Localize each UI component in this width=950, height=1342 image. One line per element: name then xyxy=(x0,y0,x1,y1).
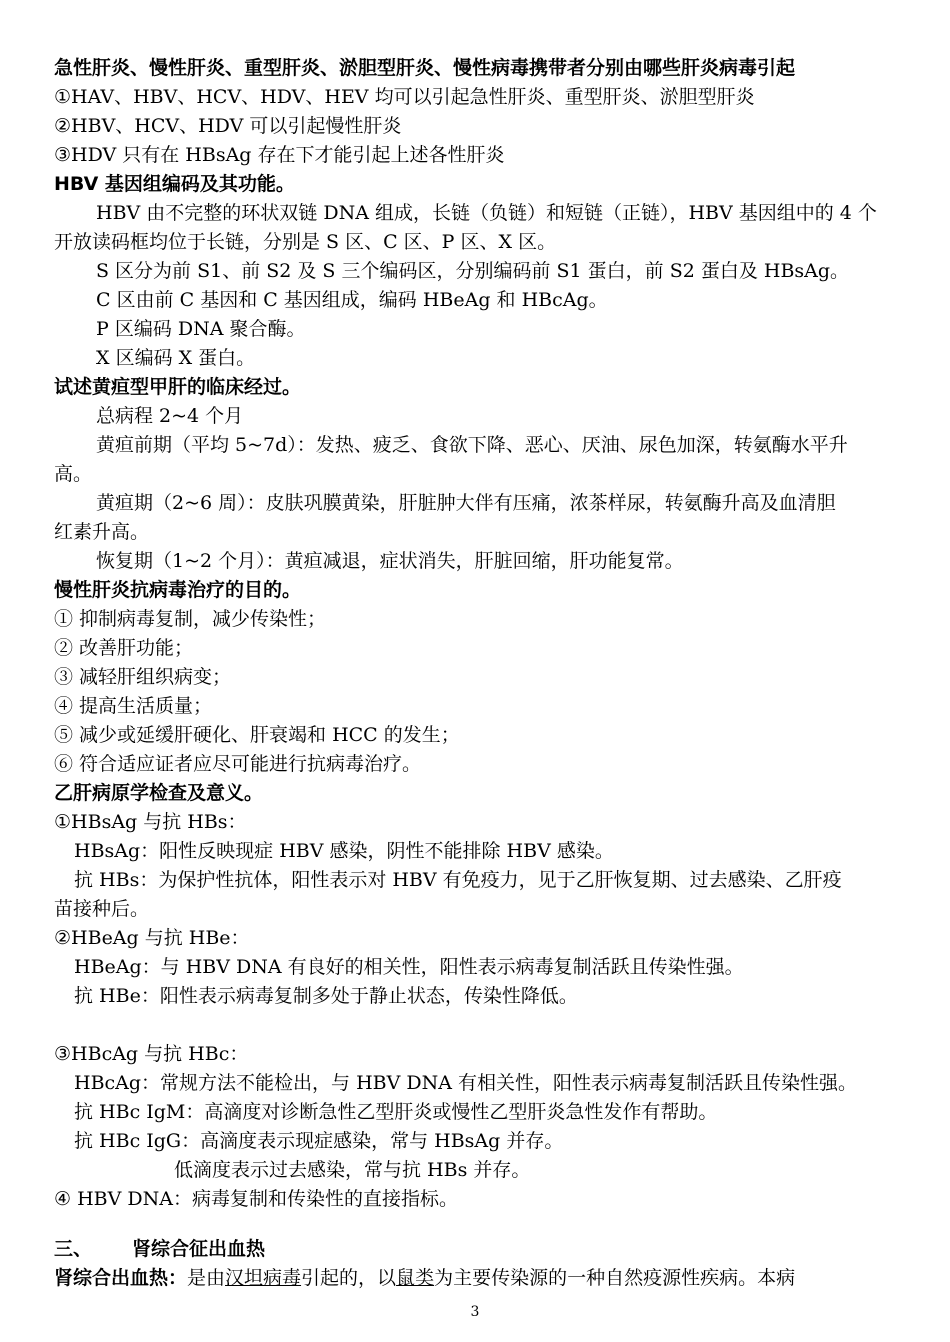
paragraph-line: 红素升高。 xyxy=(54,521,150,543)
paragraph-line: 低滴度表示过去感染，常与抗 HBs 并存。 xyxy=(174,1159,531,1181)
section-title: 肾综合征出血热 xyxy=(132,1238,266,1260)
list-item: ①HAV、HBV、HCV、HDV、HEV 均可以引起急性肝炎、重型肝炎、淤胆型肝炎 xyxy=(54,86,755,108)
list-item: ⑤ 减少或延缓肝硬化、肝衰竭和 HCC 的发生； xyxy=(54,724,460,746)
list-item: ② 改善肝功能； xyxy=(54,637,194,659)
heading-antiviral-goals: 慢性肝炎抗病毒治疗的目的。 xyxy=(54,579,302,601)
paragraph-line: 黄疸期（2~6 周）：皮肤巩膜黄染，肝脏肿大伴有压痛，浓茶样尿，转氨酶升高及血清胆 xyxy=(96,492,836,514)
paragraph-line: HBeAg：与 HBV DNA 有良好的相关性，阳性表示病毒复制活跃且传染性强。 xyxy=(74,956,744,978)
link-rodents[interactable]: 鼠类 xyxy=(396,1267,435,1289)
page-number: 3 xyxy=(470,1304,480,1320)
paragraph-line: HBsAg：阳性反映现症 HBV 感染，阴性不能排除 HBV 感染。 xyxy=(74,840,614,862)
paragraph-line: 抗 HBc IgG：高滴度表示现症感染，常与 HBsAg 并存。 xyxy=(74,1130,564,1152)
paragraph-line: ④ HBV DNA：病毒复制和传染性的直接指标。 xyxy=(54,1188,458,1210)
heading-hbv-markers: 乙肝病原学检查及意义。 xyxy=(54,782,264,804)
definition-term: 肾综合出血热： xyxy=(54,1267,188,1289)
section-heading-hfrs xyxy=(54,1235,900,1263)
paragraph-line: 苗接种后。 xyxy=(54,898,150,920)
paragraph-line: X 区编码 X 蛋白。 xyxy=(96,347,256,369)
list-item: ④ 提高生活质量； xyxy=(54,695,213,717)
list-item: ②HBV、HCV、HDV 可以引起慢性肝炎 xyxy=(54,115,402,137)
text: 为主要传染源的一种自然疫源性疾病。本病 xyxy=(434,1267,796,1289)
subheading-hbsag: ①HBsAg 与抗 HBs： xyxy=(54,811,247,833)
paragraph-line: 黄疸前期（平均 5~7d）：发热、疲乏、食欲下降、恶心、厌油、尿色加深，转氨酶水平升 xyxy=(96,434,848,456)
list-item: ③HDV 只有在 HBsAg 存在下才能引起上述各性肝炎 xyxy=(54,144,505,166)
subheading-hbcag: ③HBcAg 与抗 HBc： xyxy=(54,1043,249,1065)
hfrs-definition xyxy=(54,1264,900,1292)
section-number: 三、 xyxy=(54,1238,93,1260)
paragraph-line: 恢复期（1~2 个月）：黄疸减退，症状消失，肝脏回缩，肝功能复常。 xyxy=(96,550,684,572)
paragraph-line: P 区编码 DNA 聚合酶。 xyxy=(96,318,306,340)
paragraph-line: 开放读码框均位于长链，分别是 S 区、C 区、P 区、X 区。 xyxy=(54,231,557,253)
paragraph-line: HBV 由不完整的环状双链 DNA 组成，长链（负链）和短链（正链），HBV 基因组中的 4 个 xyxy=(96,202,877,224)
list-item: ① 抑制病毒复制，减少传染性； xyxy=(54,608,327,630)
paragraph-line: 高。 xyxy=(54,463,93,485)
heading-hepatitis-a-course: 试述黄疸型甲肝的临床经过。 xyxy=(54,376,302,398)
text: 是由 xyxy=(187,1267,226,1289)
link-hantavirus[interactable]: 汉坦病毒 xyxy=(225,1267,302,1289)
paragraph-line: 总病程 2~4 个月 xyxy=(96,405,244,427)
heading-hepatitis-viruses: 急性肝炎、慢性肝炎、重型肝炎、淤胆型肝炎、慢性病毒携带者分别由哪些肝炎病毒引起 xyxy=(54,57,796,79)
paragraph-line: HBcAg：常规方法不能检出，与 HBV DNA 有相关性，阳性表示病毒复制活跃且传染性强。 xyxy=(74,1072,858,1094)
paragraph-line: C 区由前 C 基因和 C 基因组成，编码 HBeAg 和 HBcAg。 xyxy=(96,289,608,311)
paragraph-line: 抗 HBs：为保护性抗体，阳性表示对 HBV 有免疫力，见于乙肝恢复期、过去感染、乙肝疫 xyxy=(74,869,842,891)
subheading-hbeag: ②HBeAg 与抗 HBe： xyxy=(54,927,250,949)
paragraph-line: S 区分为前 S1、前 S2 及 S 三个编码区，分别编码前 S1 蛋白，前 S2 蛋白及 HBsAg。 xyxy=(96,260,850,282)
paragraph-line: 抗 HBe：阳性表示病毒复制多处于静止状态，传染性降低。 xyxy=(74,985,578,1007)
list-item: ③ 减轻肝组织病变； xyxy=(54,666,232,688)
paragraph-line: 抗 HBc IgM：高滴度对诊断急性乙型肝炎或慢性乙型肝炎急性发作有帮助。 xyxy=(74,1101,718,1123)
list-item: ⑥ 符合适应证者应尽可能进行抗病毒治疗。 xyxy=(54,753,422,775)
text: 引起的，以 xyxy=(301,1267,397,1289)
heading-hbv-genome: HBV 基因组编码及其功能。 xyxy=(54,173,295,195)
